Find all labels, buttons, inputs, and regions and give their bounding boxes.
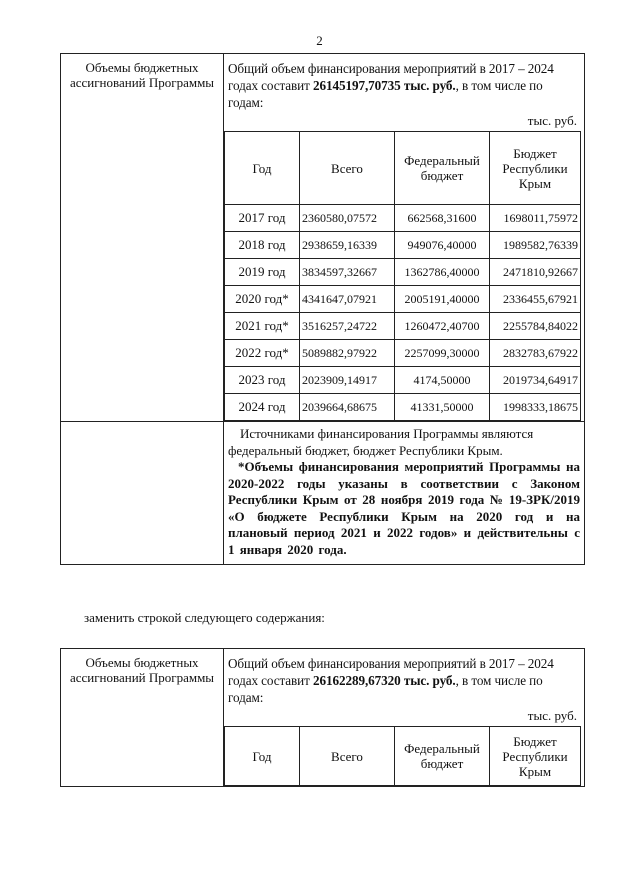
header-total: Всего [300, 132, 395, 205]
header-total: Всего [300, 727, 395, 786]
table-row [225, 313, 581, 340]
sources-note: Источниками финансирования Программы являются федеральный бюджет, бюджет Республики Крым. [228, 426, 534, 458]
year-table-header [225, 132, 581, 205]
cell-total: 2023909,14917 [300, 367, 395, 394]
cell-total: 4341647,07921 [300, 286, 395, 313]
cell-total: 2360580,07572 [300, 205, 395, 232]
budget-label: Объемы бюджетных ассигнований Программы [61, 649, 224, 787]
summary-text-end: , в том числе по годам: [228, 78, 543, 110]
footnote: *Объемы финансирования мероприятий Программы на 2020-2022 годы указаны в соответствии с Законом Республики Крым от 28 ноября 2019 года № 19-ЗРК/2019 «О бюджете Республики Крым на 2020 год и на плановый период 2021 и 2022 годов» и действительны с 1 января 2020 года. [228, 459, 580, 557]
unit-label: тыс. руб. [527, 708, 577, 723]
cell-federal: 949076,40000 [395, 232, 490, 259]
cell-year: 2023 год [225, 367, 300, 394]
budget-label: Объемы бюджетных ассигнований Программы [61, 54, 224, 422]
budget-table-original [60, 53, 585, 565]
year-table [224, 726, 581, 786]
page-number: 2 [316, 33, 323, 48]
table-row [225, 367, 581, 394]
header-year: Год [225, 132, 300, 205]
year-table [224, 131, 581, 421]
cell-year: 2024 год [225, 394, 300, 421]
table-row [225, 259, 581, 286]
table-row [225, 205, 581, 232]
budget-table-new [60, 648, 585, 787]
cell-federal: 2005191,40000 [395, 286, 490, 313]
summary-text-end: , в том числе по годам: [228, 673, 543, 705]
cell-total: 2938659,16339 [300, 232, 395, 259]
cell-federal: 2257099,30000 [395, 340, 490, 367]
cell-year: 2022 год* [225, 340, 300, 367]
cell-regional: 2336455,67921 [490, 286, 581, 313]
summary-amount: 26145197,70735 тыс. руб. [313, 78, 456, 93]
cell-federal: 1362786,40000 [395, 259, 490, 286]
summary-amount: 26162289,67320 тыс. руб. [313, 673, 456, 688]
table-row [225, 340, 581, 367]
budget-content [224, 54, 585, 422]
cell-regional: 2832783,67922 [490, 340, 581, 367]
cell-total: 5089882,97922 [300, 340, 395, 367]
cell-regional: 2471810,92667 [490, 259, 581, 286]
header-federal: Федеральный бюджет [395, 727, 490, 786]
table-row [225, 286, 581, 313]
table-row [225, 232, 581, 259]
header-year: Год [225, 727, 300, 786]
unit-label: тыс. руб. [527, 113, 577, 128]
cell-total: 3516257,24722 [300, 313, 395, 340]
budget-content [224, 649, 585, 787]
budget-summary [228, 60, 581, 111]
cell-year: 2018 год [225, 232, 300, 259]
notes-label-empty [61, 422, 224, 565]
header-regional: Бюджет Республики Крым [490, 727, 581, 786]
summary-text: Общий объем финансирования мероприятий в 2017 – 2024 годах составит [228, 61, 554, 93]
cell-regional: 2255784,84022 [490, 313, 581, 340]
cell-regional: 2019734,64917 [490, 367, 581, 394]
cell-regional: 1989582,76339 [490, 232, 581, 259]
cell-federal: 662568,31600 [395, 205, 490, 232]
header-federal: Федеральный бюджет [395, 132, 490, 205]
notes-cell [224, 422, 585, 565]
table-row [225, 394, 581, 421]
cell-federal: 1260472,40700 [395, 313, 490, 340]
cell-year: 2020 год* [225, 286, 300, 313]
cell-federal: 41331,50000 [395, 394, 490, 421]
cell-federal: 4174,50000 [395, 367, 490, 394]
cell-regional: 1698011,75972 [490, 205, 581, 232]
year-table-header [225, 727, 581, 786]
budget-summary [228, 655, 581, 706]
cell-regional: 1998333,18675 [490, 394, 581, 421]
summary-text: Общий объем финансирования мероприятий в 2017 – 2024 годах составит [228, 656, 554, 688]
cell-year: 2021 год* [225, 313, 300, 340]
cell-total: 3834597,32667 [300, 259, 395, 286]
replace-instruction: заменить строкой следующего содержания: [84, 610, 325, 625]
cell-year: 2017 год [225, 205, 300, 232]
cell-total: 2039664,68675 [300, 394, 395, 421]
cell-year: 2019 год [225, 259, 300, 286]
header-regional: Бюджет Республики Крым [490, 132, 581, 205]
